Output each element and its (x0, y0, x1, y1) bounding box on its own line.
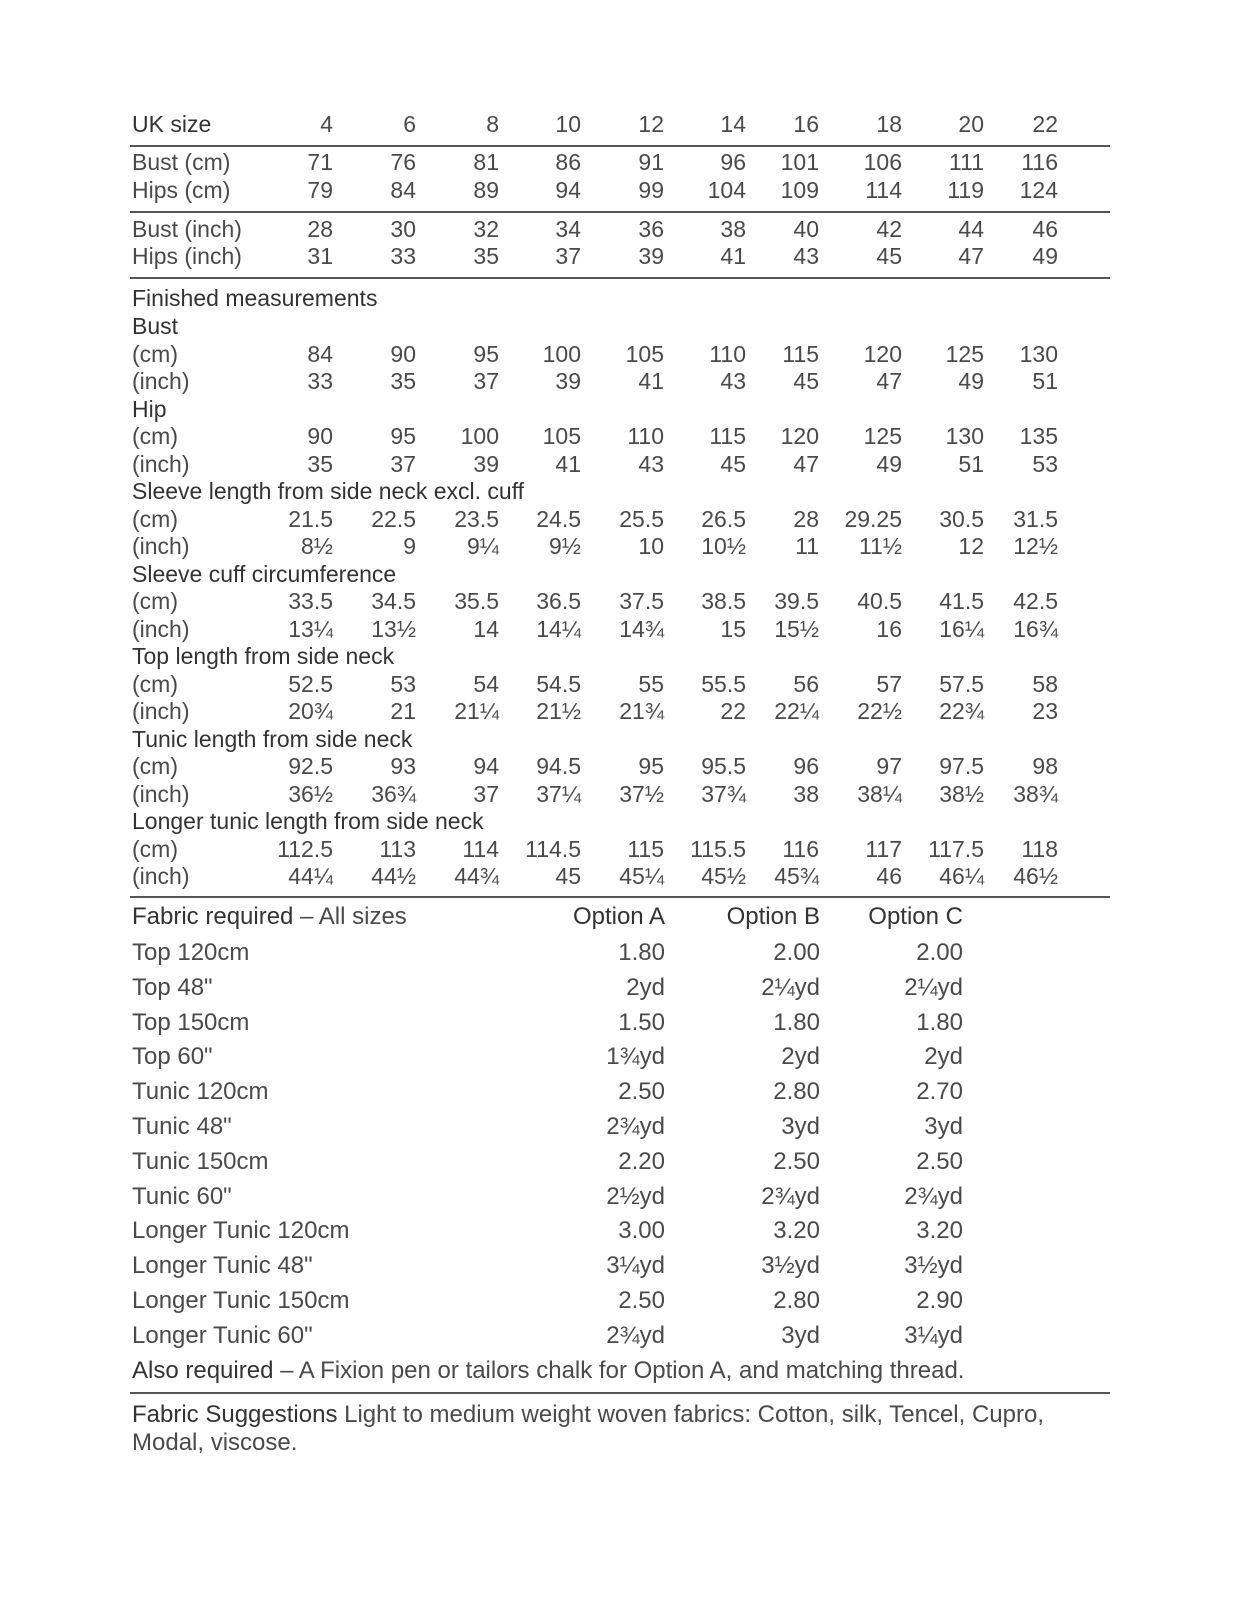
finished-row-value: 38½ (939, 780, 984, 807)
fabric-row-value: 3yd (781, 1321, 820, 1349)
finished-row-value: 21.5 (288, 505, 333, 532)
size-header-value: 22 (1032, 111, 1058, 137)
finished-row-value: 28 (793, 505, 819, 532)
also-required-note (132, 1357, 1112, 1385)
finished-row-value: 35.5 (454, 588, 499, 614)
finished-row-value: 95 (473, 340, 499, 367)
fabric-row-value: 3.00 (618, 1217, 665, 1245)
finished-row-value: 114.5 (525, 835, 581, 862)
fabric-row-value: 2.00 (773, 939, 820, 966)
body-measure-row-value: 109 (780, 177, 819, 203)
finished-row-value: 98 (1032, 753, 1058, 779)
fabric-option-header: Option A (572, 903, 665, 930)
finished-row-label: (cm) (132, 835, 178, 862)
finished-row-value: 57.5 (939, 670, 984, 697)
finished-row-value: 11 (795, 533, 819, 559)
finished-row-value: 115 (709, 423, 746, 449)
body-measure-row-value: 35 (473, 243, 499, 269)
finished-row-value: 118 (1021, 835, 1058, 862)
finished-row-value: 33.5 (288, 588, 333, 614)
finished-row-label: (cm) (132, 588, 178, 614)
finished-row-value: 13¼ (288, 615, 333, 642)
fabric-row-value: 3¼yd (606, 1252, 665, 1280)
finished-row-value: 130 (1019, 340, 1058, 367)
finished-row-value: 110 (627, 423, 664, 449)
body-measure-row-label: Hips (inch) (132, 243, 242, 269)
finished-row-value: 13½ (371, 615, 416, 642)
finished-row-value: 36½ (288, 780, 333, 807)
finished-row-value: 57 (876, 670, 902, 697)
finished-row-value: 95 (390, 423, 416, 449)
finished-row-value: 15 (720, 615, 746, 642)
finished-row-value: 95 (638, 753, 664, 779)
fabric-row-value: 2.50 (618, 1287, 665, 1314)
finished-row-value: 52.5 (288, 670, 333, 697)
finished-row-value: 49 (958, 368, 984, 394)
finished-row-value: 44¼ (288, 863, 333, 889)
size-header-value: 4 (320, 111, 333, 137)
fabric-row-value: 2yd (781, 1043, 820, 1071)
finished-row-value: 42.5 (1013, 588, 1058, 614)
fabric-row-value: 2.80 (773, 1287, 820, 1314)
finished-row-value: 41 (555, 450, 581, 477)
finished-row-value: 112.5 (277, 835, 333, 862)
also-required-text: – A Fixion pen or tailors chalk for Option A, and matching thread. (273, 1357, 965, 1384)
body-measure-row-value: 34 (555, 216, 581, 242)
finished-row-value: 58 (1032, 670, 1058, 697)
finished-row-value: 93 (390, 753, 416, 779)
finished-row-value: 94.5 (536, 753, 581, 779)
size-header-value: 8 (486, 111, 499, 137)
finished-row-value: 35 (307, 450, 333, 477)
finished-row-value: 20¾ (288, 698, 333, 724)
finished-row-value: 130 (945, 423, 984, 449)
measurement-heading: Bust (132, 313, 179, 339)
fabric-row-value: 1¾yd (606, 1043, 665, 1071)
body-measure-row-value: 37 (555, 243, 581, 269)
body-measure-row-value: 36 (638, 216, 664, 242)
size-header-value: 6 (403, 111, 416, 137)
finished-row-value: 125 (945, 340, 984, 367)
fabric-row-value: 2.70 (916, 1078, 963, 1106)
divider (130, 211, 1110, 213)
finished-row-value: 43 (638, 450, 664, 477)
body-measure-row-value: 41 (720, 243, 746, 269)
body-measure-row-value: 119 (947, 177, 984, 203)
size-header-value: 10 (555, 111, 581, 137)
finished-row-value: 51 (1032, 368, 1058, 394)
finished-row-value: 23 (1032, 698, 1058, 724)
also-required-label: Also required (132, 1357, 274, 1384)
finished-row-value: 46½ (1013, 863, 1058, 889)
fabric-row-value: 2.50 (773, 1147, 820, 1175)
finished-row-value: 10 (638, 533, 664, 559)
body-measure-row-value: 39 (638, 243, 664, 269)
finished-row-label: (inch) (132, 863, 190, 889)
fabric-row-value: 1.80 (916, 1008, 963, 1036)
measurement-heading: Sleeve cuff circumference (132, 560, 397, 587)
body-measure-row-value: 81 (473, 149, 499, 175)
body-measure-row-value: 42 (876, 216, 902, 242)
finished-row-value: 36.5 (536, 588, 581, 614)
body-measure-row-value: 79 (307, 177, 333, 203)
size-header-value: 16 (793, 111, 819, 137)
finished-row-value: 120 (863, 340, 902, 367)
finished-row-value: 43 (720, 368, 746, 394)
divider (130, 145, 1110, 147)
finished-row-value: 97.5 (939, 753, 984, 779)
body-measure-row-value: 96 (720, 149, 746, 175)
finished-row-label: (cm) (132, 753, 178, 779)
fabric-option-header: Option B (726, 903, 820, 930)
body-measure-row-value: 43 (793, 243, 819, 269)
fabric-row-label: Tunic 48" (132, 1113, 232, 1140)
finished-row-value: 37 (473, 780, 499, 807)
finished-row-value: 45 (555, 863, 581, 889)
finished-row-value: 45 (720, 450, 746, 477)
finished-row-value: 53 (1032, 450, 1058, 477)
fabric-row-label: Tunic 120cm (132, 1078, 269, 1106)
fabric-row-value: 3yd (781, 1113, 820, 1140)
finished-row-value: 44½ (371, 863, 416, 889)
fabric-row-value: 2.50 (618, 1078, 665, 1106)
finished-row-value: 40.5 (857, 588, 902, 614)
finished-row-value: 14¼ (536, 615, 581, 642)
fabric-row-value: 2.50 (916, 1147, 963, 1175)
size-header-value: 12 (638, 111, 664, 137)
body-measure-row-label: Bust (cm) (132, 149, 231, 175)
body-measure-row-value: 76 (390, 149, 416, 175)
body-measure-row-value: 49 (1032, 243, 1058, 269)
finished-row-value: 12 (958, 533, 984, 559)
finished-row-value: 47 (876, 368, 902, 394)
measurement-heading: Hip (132, 395, 167, 422)
finished-row-value: 125 (863, 423, 902, 449)
divider (130, 1392, 1110, 1394)
finished-row-value: 21¼ (454, 698, 499, 724)
size-header-label: UK size (132, 111, 212, 137)
finished-row-value: 36¾ (371, 780, 416, 807)
finished-row-value: 54.5 (536, 670, 581, 697)
finished-row-value: 8½ (301, 533, 333, 559)
finished-row-value: 38 (793, 780, 819, 807)
fabric-row-value: 2¾yd (904, 1182, 963, 1210)
body-measure-row-value: 45 (876, 243, 902, 269)
fabric-row-label: Tunic 60" (132, 1182, 232, 1210)
finished-row-value: 21½ (536, 698, 581, 724)
fabric-row-value: 3¼yd (904, 1321, 963, 1349)
fabric-row-value: 2¼yd (904, 973, 963, 1001)
finished-row-value: 26.5 (701, 505, 746, 532)
fabric-row-label: Top 150cm (132, 1008, 250, 1036)
finished-row-value: 37¾ (701, 780, 746, 807)
finished-row-value: 114 (462, 835, 499, 862)
body-measure-row-value: 44 (958, 216, 984, 242)
divider (130, 277, 1110, 279)
fabric-row-value: 2yd (626, 973, 665, 1001)
fabric-required-heading (132, 903, 407, 931)
body-measure-row-value: 30 (390, 216, 416, 242)
finished-row-value: 56 (793, 670, 819, 697)
finished-row-value: 105 (625, 340, 664, 367)
finished-row-value: 30.5 (939, 505, 984, 532)
finished-row-value: 47 (793, 450, 819, 477)
finished-row-label: (inch) (132, 368, 190, 394)
finished-row-value: 37½ (619, 780, 664, 807)
finished-row-value: 14 (473, 615, 499, 642)
finished-row-value: 29.25 (844, 505, 902, 532)
size-header-value: 14 (720, 111, 746, 137)
finished-row-value: 37 (473, 368, 499, 394)
fabric-row-value: 3½yd (761, 1252, 820, 1280)
finished-row-value: 10½ (701, 533, 746, 559)
finished-row-value: 39 (473, 450, 499, 477)
measurement-heading: Sleeve length from side neck excl. cuff (132, 478, 525, 504)
finished-row-value: 97 (876, 753, 902, 779)
body-measure-row-value: 89 (473, 177, 499, 203)
fabric-row-label: Longer Tunic 60" (132, 1321, 313, 1349)
fabric-row-label: Top 48" (132, 973, 213, 1001)
finished-row-value: 37.5 (619, 588, 664, 614)
finished-row-value: 16¼ (939, 615, 984, 642)
divider (130, 896, 1110, 898)
finished-row-value: 45¾ (774, 863, 819, 889)
body-measure-row-value: 101 (780, 149, 819, 175)
finished-row-value: 37 (390, 450, 416, 477)
finished-row-value: 41.5 (939, 588, 984, 614)
section-title: Finished measurements (132, 285, 378, 311)
finished-row-value: 54 (473, 670, 499, 697)
finished-row-value: 11½ (858, 533, 902, 559)
finished-row-value: 49 (876, 450, 902, 477)
finished-row-value: 55 (638, 670, 664, 697)
finished-row-label: (inch) (132, 615, 190, 642)
size-header-value: 20 (958, 111, 984, 137)
finished-row-value: 94 (473, 753, 499, 779)
fabric-suggestions-label: Fabric Suggestions (132, 1401, 338, 1428)
measurement-heading: Top length from side neck (132, 643, 395, 669)
finished-row-value: 23.5 (454, 505, 499, 532)
finished-row-value: 115 (782, 340, 819, 367)
finished-row-value: 12½ (1013, 533, 1058, 559)
body-measure-row-value: 116 (1021, 149, 1058, 175)
body-measure-row-value: 106 (863, 149, 902, 175)
finished-row-value: 116 (782, 835, 819, 862)
finished-row-value: 22¾ (939, 698, 984, 724)
body-measure-row-value: 91 (638, 149, 664, 175)
size-header-value: 18 (876, 111, 902, 137)
fabric-row-value: 1.50 (618, 1008, 665, 1036)
finished-row-value: 90 (390, 340, 416, 367)
measurement-heading: Longer tunic length from side neck (132, 808, 484, 834)
fabric-row-value: 2½yd (606, 1182, 665, 1210)
fabric-row-label: Longer Tunic 48" (132, 1252, 313, 1280)
finished-row-value: 9¼ (467, 533, 499, 559)
body-measure-row-value: 33 (390, 243, 416, 269)
fabric-row-value: 2.80 (773, 1078, 820, 1106)
fabric-row-label: Longer Tunic 150cm (132, 1287, 350, 1314)
body-measure-row-value: 84 (390, 177, 416, 203)
finished-row-value: 38¼ (857, 780, 902, 807)
finished-row-value: 33 (307, 368, 333, 394)
finished-row-value: 34.5 (371, 588, 416, 614)
finished-row-value: 45¼ (619, 863, 664, 889)
finished-row-value: 39 (555, 368, 581, 394)
body-measure-row-value: 86 (555, 149, 581, 175)
fabric-row-value: 2¾yd (606, 1321, 665, 1349)
finished-row-value: 51 (958, 450, 984, 477)
finished-row-value: 46¼ (939, 863, 984, 889)
finished-row-value: 46 (876, 863, 902, 889)
finished-row-value: 25.5 (619, 505, 664, 532)
finished-row-label: (inch) (132, 533, 190, 559)
finished-row-value: 45 (793, 368, 819, 394)
fabric-row-value: 2¾yd (606, 1113, 665, 1140)
body-measure-row-value: 31 (307, 243, 333, 269)
finished-row-value: 117.5 (928, 835, 984, 862)
finished-row-value: 90 (307, 423, 333, 449)
fabric-row-value: 2¼yd (761, 973, 820, 1001)
body-measure-row-value: 111 (949, 149, 984, 175)
fabric-required-subtitle: – All sizes (293, 903, 407, 930)
finished-row-value: 14¾ (619, 615, 664, 642)
fabric-row-value: 2.00 (916, 939, 963, 966)
finished-row-value: 110 (709, 340, 746, 367)
finished-row-value: 31.5 (1013, 505, 1058, 532)
body-measure-row-value: 32 (473, 216, 499, 242)
finished-row-value: 84 (307, 340, 333, 367)
body-measure-row-value: 40 (793, 216, 819, 242)
fabric-suggestions-note (132, 1401, 1062, 1457)
finished-row-value: 16¾ (1013, 615, 1058, 642)
finished-row-value: 22¼ (774, 698, 819, 724)
fabric-required-label: Fabric required (132, 903, 294, 930)
finished-row-value: 35 (390, 368, 416, 394)
finished-row-value: 24.5 (536, 505, 581, 532)
finished-row-value: 105 (542, 423, 581, 449)
finished-row-value: 22½ (857, 698, 902, 724)
fabric-row-value: 2¾yd (761, 1182, 820, 1210)
fabric-option-header: Option C (868, 903, 963, 930)
finished-row-value: 45½ (701, 863, 746, 889)
finished-row-value: 38¾ (1013, 780, 1058, 807)
body-measure-row-label: Hips (cm) (132, 177, 231, 203)
measurement-heading: Tunic length from side neck (132, 725, 413, 752)
finished-row-value: 44¾ (454, 863, 499, 889)
finished-row-label: (inch) (132, 450, 190, 477)
body-measure-row-value: 28 (307, 216, 333, 242)
finished-row-value: 37¼ (536, 780, 581, 807)
finished-row-value: 22 (720, 698, 746, 724)
finished-row-value: 113 (379, 835, 416, 862)
fabric-row-label: Tunic 150cm (132, 1147, 269, 1175)
finished-row-value: 39.5 (774, 588, 819, 614)
body-measure-row-value: 71 (307, 149, 333, 175)
finished-row-label: (cm) (132, 670, 178, 697)
body-measure-row-value: 104 (707, 177, 746, 203)
fabric-row-value: 2yd (924, 1043, 963, 1071)
finished-row-value: 15½ (774, 615, 819, 642)
finished-row-value: 53 (390, 670, 416, 697)
finished-row-value: 95.5 (701, 753, 746, 779)
fabric-row-value: 2.90 (916, 1287, 963, 1314)
body-measure-row-value: 38 (720, 216, 746, 242)
finished-row-value: 115 (627, 835, 664, 862)
fabric-row-value: 3.20 (773, 1217, 820, 1245)
fabric-row-value: 3yd (924, 1113, 963, 1140)
finished-row-value: 100 (542, 340, 581, 367)
body-measure-row-value: 114 (865, 177, 902, 203)
finished-row-value: 38.5 (701, 588, 746, 614)
finished-row-value: 16 (876, 615, 902, 642)
finished-row-value: 21 (390, 698, 416, 724)
finished-row-value: 117 (865, 835, 902, 862)
fabric-row-label: Longer Tunic 120cm (132, 1217, 350, 1245)
body-measure-row-value: 46 (1032, 216, 1058, 242)
finished-row-value: 135 (1019, 423, 1058, 449)
body-measure-row-value: 94 (555, 177, 581, 203)
finished-row-value: 41 (638, 368, 664, 394)
finished-row-value: 115.5 (690, 835, 746, 862)
finished-row-value: 92.5 (288, 753, 333, 779)
fabric-row-value: 3½yd (904, 1252, 963, 1280)
body-measure-row-label: Bust (inch) (132, 216, 242, 242)
finished-row-label: (cm) (132, 505, 178, 532)
fabric-row-value: 3.20 (916, 1217, 963, 1245)
finished-row-value: 21¾ (619, 698, 664, 724)
fabric-suggestions-text: Light to medium weight woven fabrics: Cotton, silk, Tencel, Cupro, Modal, viscose. (132, 1401, 1045, 1456)
fabric-row-value: 1.80 (618, 939, 665, 966)
fabric-row-label: Top 120cm (132, 939, 250, 966)
fabric-row-value: 1.80 (773, 1008, 820, 1036)
finished-row-label: (cm) (132, 423, 178, 449)
finished-row-value: 22.5 (371, 505, 416, 532)
finished-row-value: 96 (793, 753, 819, 779)
body-measure-row-value: 47 (958, 243, 984, 269)
body-measure-row-value: 99 (638, 177, 664, 203)
finished-row-label: (inch) (132, 780, 190, 807)
finished-row-value: 55.5 (701, 670, 746, 697)
finished-row-value: 100 (460, 423, 499, 449)
fabric-row-label: Top 60" (132, 1043, 213, 1071)
finished-row-label: (cm) (132, 340, 178, 367)
fabric-row-value: 2.20 (618, 1147, 665, 1175)
finished-row-value: 9½ (549, 533, 581, 559)
finished-row-label: (inch) (132, 698, 190, 724)
finished-row-value: 120 (780, 423, 819, 449)
body-measure-row-value: 124 (1019, 177, 1058, 203)
finished-row-value: 9 (403, 533, 416, 559)
